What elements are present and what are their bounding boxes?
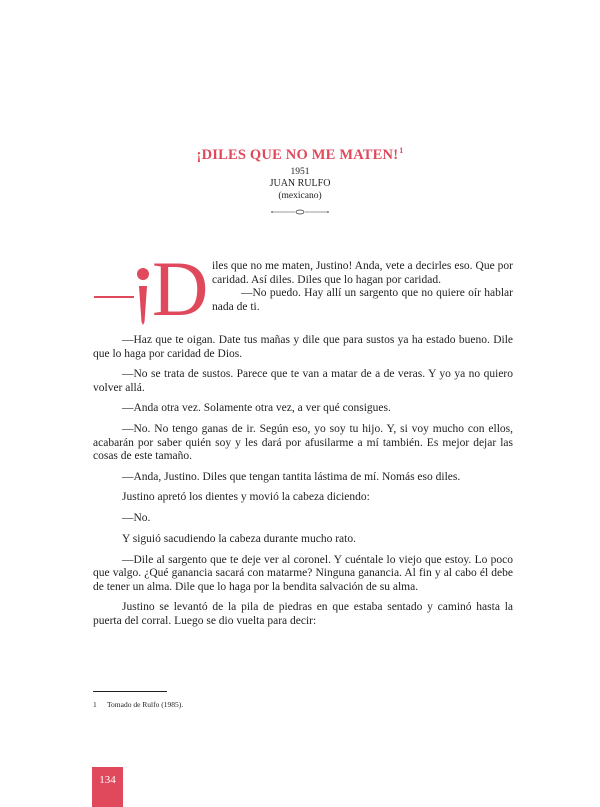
paragraph: —Dile al sargento que te deje ver al coronel. Y cuéntale lo viejo que estoy. Lo poco que valgo. ¿Qué ganancia sacará con matarme? Ninguna ganancia. Al fin y al cabo él debe de tener un alma. Dile que lo haga por la bendita salvación de su alma.	[93, 553, 513, 593]
drop-cap-letter: D	[152, 245, 209, 332]
paragraph: —No.	[122, 512, 151, 525]
paragraph: Justino se levantó de la pila de piedras en que estaba sentado y caminó hasta la puerta del corral. Luego se dio vuelta para decir:	[93, 601, 513, 627]
paragraph: —No. No tengo ganas de ir. Según eso, yo soy tu hijo. Y, si voy mucho con ellos, acabarán por saber quién soy y les dará por afusilarme a mí también. Es mejor dejar las cosas de este tamaño.	[93, 423, 513, 463]
footnote	[93, 700, 183, 709]
drop-cap	[94, 245, 212, 332]
story-body	[93, 334, 513, 635]
story-author: JUAN RULFO	[269, 178, 331, 189]
paragraph: —Anda, Justino. Diles que tengan tantita lástima de mí. Nomás eso diles.	[122, 470, 461, 483]
story-header	[0, 146, 600, 221]
paragraph: —No se trata de sustos. Parece que te van a matar de a de veras. Y yo ya no quiero volver allá.	[93, 368, 513, 394]
footnote-rule	[93, 691, 167, 692]
story-year: 1951	[290, 167, 310, 177]
footnote-reference: 1	[399, 146, 404, 155]
author-nationality: (mexicano)	[278, 191, 322, 201]
paragraph: —Anda otra vez. Solamente otra vez, a ver qué consigues.	[122, 402, 391, 415]
second-line: —No puedo. Hay allí un sargento que no quiere oír hablar nada de ti.	[212, 287, 513, 313]
drop-cap-dash	[94, 296, 134, 298]
footnote-text: Tomado de Rulfo (1985).	[107, 700, 184, 709]
paragraph: —Haz que te oigan. Date tus mañas y dile que para sustos ya ha estado bueno. Dile que lo haga por caridad de Dios.	[93, 334, 513, 360]
story-title	[0, 146, 600, 164]
page-number: 134	[99, 774, 116, 786]
paragraph: Y siguió sacudiendo la cabeza durante mucho rato.	[122, 532, 356, 545]
opening-line: iles que no me maten, Justino! Anda, vete a decirles eso. Que por caridad. Así diles. Diles que lo hagan por caridad.	[212, 260, 513, 286]
opening-paragraphs	[212, 260, 513, 314]
inverted-exclamation-mark	[132, 264, 154, 326]
paragraph: Justino apretó los dientes y movió la cabeza diciendo:	[122, 491, 370, 504]
page-number-tab	[92, 767, 123, 807]
ornament-divider	[0, 203, 600, 221]
story-title-text: ¡DILES QUE NO ME MATEN!	[196, 147, 399, 163]
footnote-number: 1	[93, 700, 97, 709]
